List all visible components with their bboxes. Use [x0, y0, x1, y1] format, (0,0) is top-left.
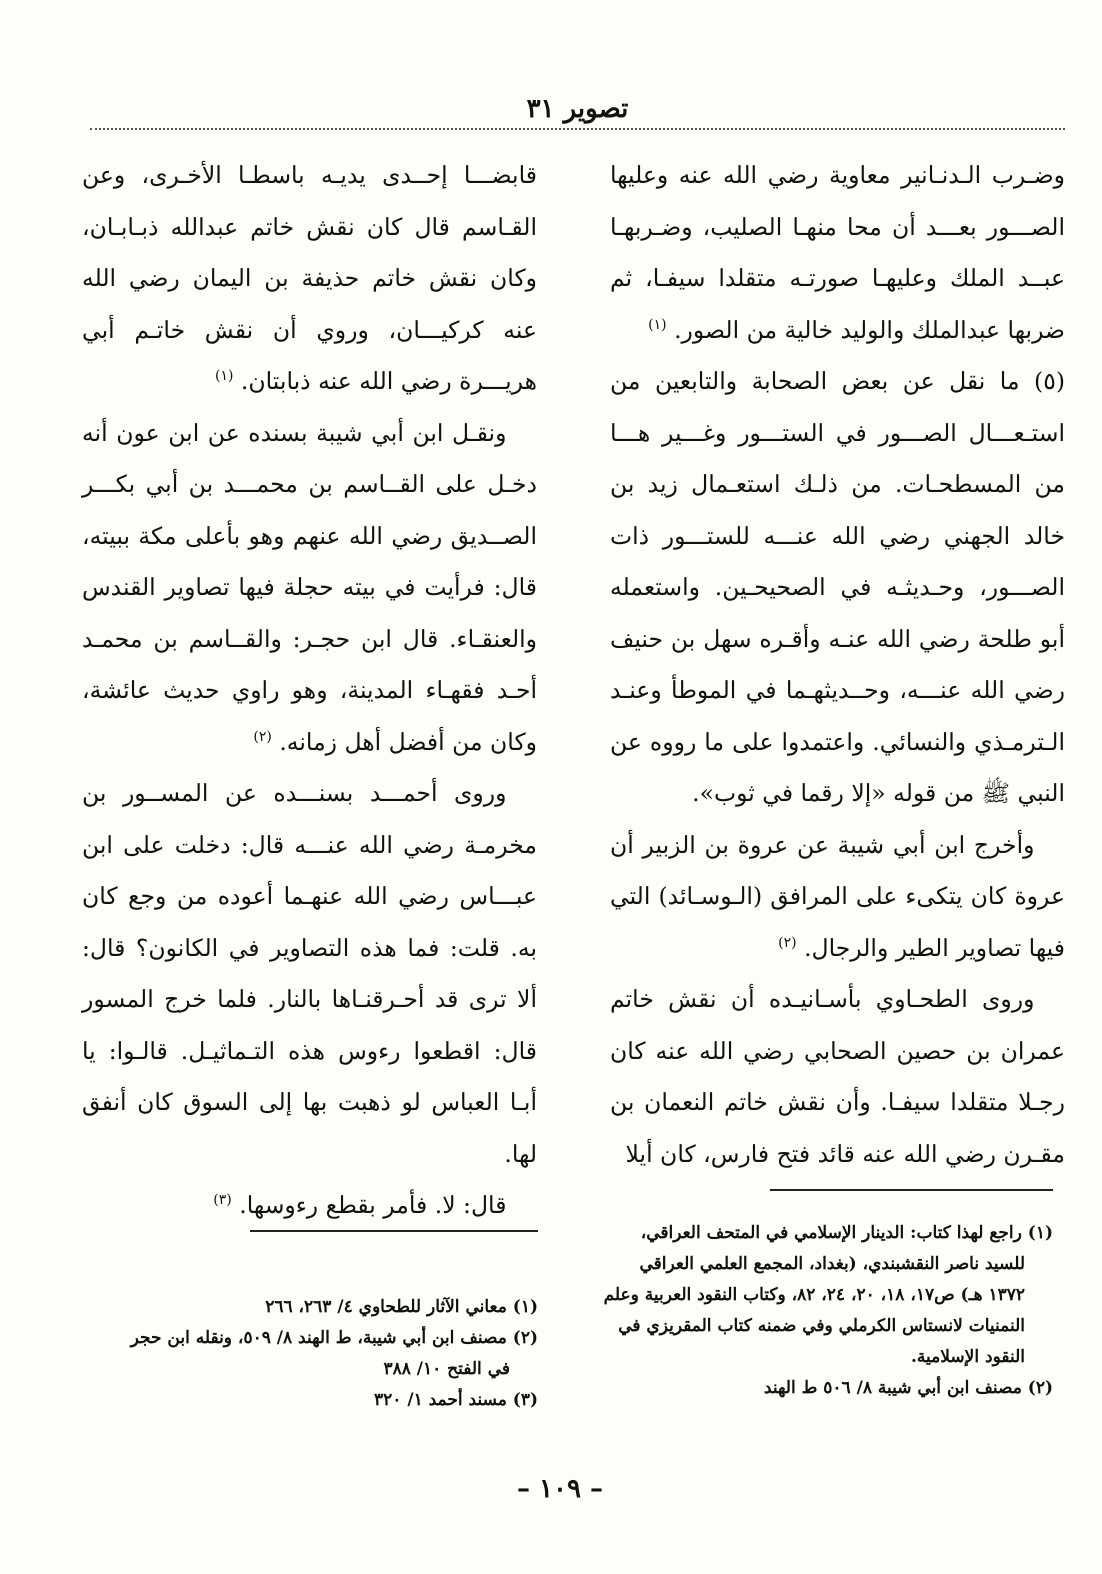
- footnote-reference: (١): [648, 316, 667, 333]
- page-title: تصوير ٣١: [526, 94, 629, 124]
- footnote-reference: (١): [214, 368, 234, 385]
- footnote: (١) معاني الآثار للطحاوي ٤/ ٢٦٣، ٢٦٦: [265, 1297, 538, 1317]
- paragraph-text: وروى الطحـاوي بأسـانيـده أن نقش خاتم عمران بن حصين الصحابي رضي الله عنه كان رجـلا متقلدا سيفـا. وأن نقش خاتم النعمان بن مقـرن رضي الله عنه قائد فتح فارس، كان أيلا: [610, 985, 1065, 1168]
- footnote-reference: (٢): [253, 728, 272, 745]
- paragraph-text: وضـرب الـدنـانير معاوية رضي الله عنه وعليها الصـــور بعـــد أن محا منهـا الصليب، وضـربهـا عبــد الملك وعليهـا صورتـه متقلدا سيفـا، ثم ضربها عبدالملك والوليد خالية من الصور.: [610, 161, 1065, 344]
- paragraph-text: (٥) ما نقل عن بعض الصحابة والتابعين من استـعـــال الصـــور في الستـــور وغـــير هـــا من المسطحـات. من ذلـك استعـمال زيد بن خالد الجهني رضي الله عنـــه للستـــور ذات الصـــور، وحـديثـه في الصحيحـين. واستعمله أبو طلحة رضي الله عنـه وأقـره سهل بن حنيف رضي الله عنـــه، وحــديثهـما في الموطأ وعنـد الـترمـذي والنسائي. واعتمدوا على ما رووه عن النبي ﷺ من قوله «إلا رقما في ثوب».: [610, 367, 1065, 807]
- footnote: للسيد ناصر النقشبندي، (بغداد، المجمع العلمي العراقي ١٣٧٢ هـ) ص١٧، ١٨، ٢٠، ٢٤، ٨٢، وكتاب النقود العربية وعلم النمنيات لانستاس الكرملي وفي ضمنه كتاب المقريزي في النقود الإسلامية.: [603, 1254, 1025, 1367]
- footnote-divider: [250, 1230, 538, 1232]
- paragraph: [82, 408, 537, 769]
- footnotes-right: [600, 1218, 1053, 1404]
- paragraph-text: ونقـل ابن أبي شيبة بسنده عن ابن عون أنه دخـل على القــاسم بن محمـــد بن أبي بكـــر الصــديق رضي الله عنهم وهو بأعلى مكة ببيته، قال: فرأيت في بيته حجلة فيها تصاوير القندس والعنقـاء. قال ابن حجـر: والقــاسم بن محمـد أحـد فقهـاء المدينة، وهو راوي حديث عائشة، وكان من أفضل أهل زمانه.: [82, 418, 537, 756]
- paragraph-text: قابضـــا إحــدى يديـه باسطـا الأخـرى، وعن القـاسم قال كان نقش خاتم عبدالله ذبـابـان، وكان نقش خاتم حذيفة بن اليمان رضي الله عنه كركيـــان، وروي أن نقش خاتـم أبي هريـــرة رضي الله عنه ذبابتان.: [82, 161, 537, 395]
- page-number: – ١٠٩ –: [516, 1474, 604, 1504]
- footnote: في الفتح ١٠/ ٣٨٨: [383, 1359, 510, 1379]
- footnote: (١) راجع لهذا كتاب: الدينار الإسلامي في المتحف العراقي،: [640, 1223, 1053, 1243]
- paragraph: [610, 974, 1065, 1180]
- paragraph-text: وأخرج ابن أبي شيبة عن عروة بن الزبير أن عروة كان يتكىء على المرافق (الـوسـائد) التي فيها تصاوير الطير والرجال.: [610, 830, 1065, 962]
- footnote: (٣) مسند أحمد ١/ ٣٢٠: [374, 1390, 538, 1410]
- right-column: [610, 150, 1065, 1180]
- footnotes-left: [80, 1292, 538, 1416]
- header-divider: [90, 128, 1065, 130]
- paragraph: [610, 150, 1065, 356]
- footnote-reference: (٢): [778, 934, 797, 951]
- paragraph: [82, 1180, 537, 1232]
- footnote-divider: [770, 1189, 1053, 1191]
- paragraph-text: قال: لا. فأمر بقطع رءوسها.: [239, 1191, 507, 1219]
- footnote: (٢) مصنف ابن أبي شيبة، ط الهند ٨/ ٥٠٩، ونقله ابن حجر: [130, 1328, 538, 1348]
- footnote-reference: (٣): [213, 1192, 232, 1209]
- paragraph: [610, 820, 1065, 975]
- paragraph: [82, 150, 537, 408]
- footnote: (٢) مصنف ابن أبي شيبة ٨/ ٥٠٦ ط الهند: [763, 1378, 1053, 1398]
- paragraph: [82, 768, 537, 1180]
- paragraph-text: وروى أحمـــد بسنـــده عن المســور بن مخرمـة رضي الله عنـــه قال: دخلت على ابن عبـــاس رضي الله عنهـما أعوده من وجع كان به. قلت: فما هذه التصاوير في الكانون؟ قال: ألا ترى قد أحـرقنـاها بالنار. فلما خرج المسور قال: اقطعوا رءوس هذه التـماثيـل. قالـوا: يا أبـا العباس لو ذهبت بها إلى السوق كان أنفق لها.: [82, 779, 537, 1168]
- left-column: [82, 150, 537, 1232]
- paragraph: [610, 356, 1065, 820]
